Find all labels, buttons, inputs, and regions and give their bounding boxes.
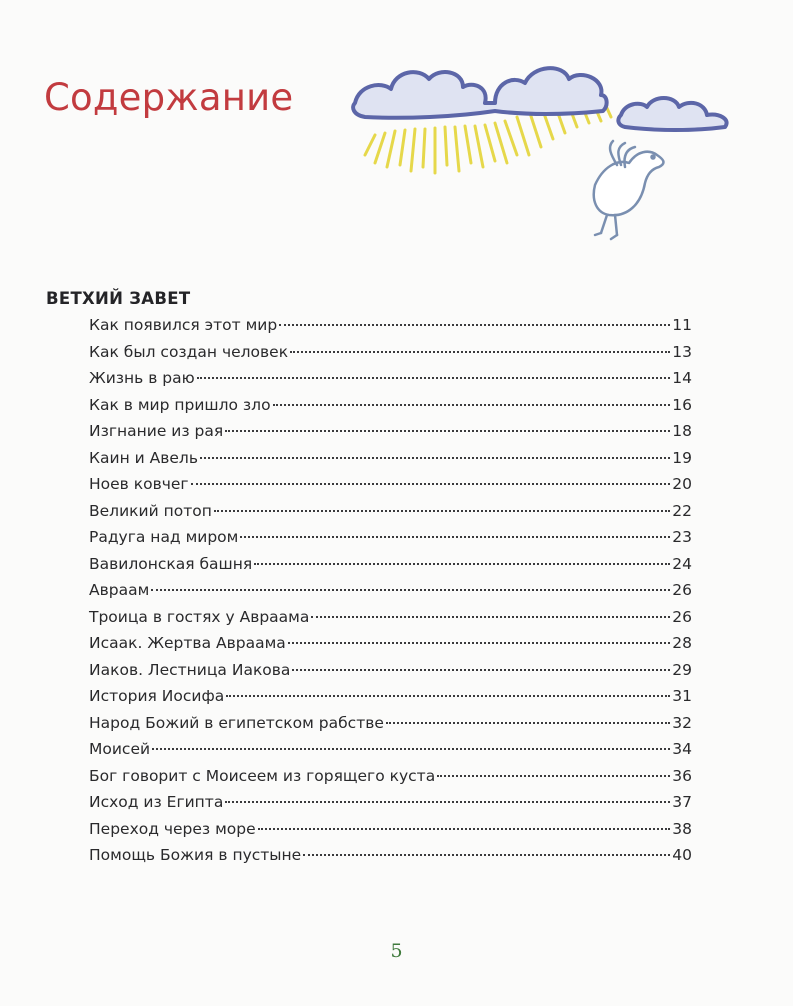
toc-entry-page: 26 [672, 607, 692, 626]
toc-entry[interactable] [89, 524, 692, 551]
dot-leader [288, 642, 671, 644]
toc-entry[interactable] [89, 365, 692, 392]
toc-entry-page: 37 [672, 793, 692, 811]
toc-entry[interactable] [89, 710, 692, 737]
toc-entry-title: Троица в гостях у Авраама [89, 607, 310, 626]
toc-entry[interactable] [89, 763, 692, 790]
toc-entry-page: 40 [672, 846, 692, 864]
dot-leader [152, 748, 670, 750]
toc-entry[interactable] [89, 418, 692, 445]
toc-entry[interactable] [89, 445, 692, 472]
toc-entry-page: 14 [672, 369, 692, 387]
toc-entry[interactable] [89, 604, 692, 631]
toc-entry-title: Великий потоп [89, 501, 212, 520]
toc-entry[interactable] [89, 789, 692, 816]
toc-entry-page: 38 [672, 819, 692, 838]
toc-entry-page: 13 [672, 342, 692, 361]
dot-leader [437, 775, 670, 777]
toc-entry-page: 24 [672, 554, 692, 573]
toc-entry[interactable] [89, 736, 692, 763]
toc-entry-title: Исход из Египта [89, 793, 224, 811]
toc-entry[interactable] [89, 551, 692, 578]
page-title: Содержание [44, 76, 294, 119]
toc-entry-title: Вавилонская башня [89, 554, 253, 573]
toc-entry-title: Как в мир пришло зло [89, 395, 271, 414]
toc-entry-page: 20 [672, 475, 692, 493]
dot-leader [240, 536, 670, 538]
toc-entry-title: Иаков. Лестница Иакова [89, 660, 291, 679]
toc-entry-page: 26 [672, 581, 692, 599]
toc-entry-title: Каин и Авель [89, 448, 198, 467]
toc-entry-page: 32 [672, 713, 692, 732]
toc-entry-title: Как появился этот мир [89, 316, 278, 334]
dot-leader [279, 324, 670, 326]
toc-entry-title: Радуга над миром [89, 528, 239, 546]
toc-entry-title: Как был создан человек [89, 342, 289, 361]
dot-leader [225, 430, 670, 432]
toc-entry-page: 31 [672, 687, 692, 705]
toc-entry-title: Изгнание из рая [89, 422, 224, 440]
dot-leader [226, 695, 670, 697]
dot-leader [303, 854, 670, 856]
dot-leader [273, 404, 671, 406]
toc-entry-page: 11 [672, 316, 692, 334]
section-heading: ВЕТХИЙ ЗАВЕТ [46, 289, 191, 308]
toc-entry[interactable] [89, 842, 692, 869]
page-number: 5 [390, 940, 403, 962]
toc-entry-page: 19 [672, 448, 692, 467]
dot-leader [290, 351, 670, 353]
toc-entry-page: 36 [672, 766, 692, 785]
toc-entry-title: Авраам [89, 581, 150, 599]
toc-entry[interactable] [89, 577, 692, 604]
toc-entry-title: Исаак. Жертва Авраама [89, 634, 286, 652]
toc-entry-title: Бог говорит с Моисеем из горящего куста [89, 766, 436, 785]
toc-entry-page: 28 [672, 634, 692, 652]
toc-entry-title: Моисей [89, 740, 151, 758]
toc-entry-page: 29 [672, 660, 692, 679]
toc-entry[interactable] [89, 816, 692, 843]
dot-leader [197, 377, 671, 379]
table-of-contents [89, 312, 692, 869]
dot-leader [311, 616, 670, 618]
toc-entry[interactable] [89, 683, 692, 710]
dot-leader [214, 510, 670, 512]
toc-entry-title: История Иосифа [89, 687, 225, 705]
toc-entry-page: 23 [672, 528, 692, 546]
dot-leader [200, 457, 670, 459]
toc-entry[interactable] [89, 657, 692, 684]
dot-leader [151, 589, 670, 591]
toc-entry[interactable] [89, 339, 692, 366]
illustration [345, 55, 745, 255]
dot-leader [258, 828, 671, 830]
toc-entry[interactable] [89, 471, 692, 498]
clouds-icon [353, 68, 726, 130]
toc-entry-page: 34 [672, 740, 692, 758]
toc-entry-page: 22 [672, 501, 692, 520]
toc-entry-title: Народ Божий в египетском рабстве [89, 713, 384, 732]
toc-entry[interactable] [89, 392, 692, 419]
toc-entry[interactable] [89, 312, 692, 339]
toc-entry-title: Ноев ковчег [89, 475, 189, 493]
dot-leader [254, 563, 670, 565]
toc-entry-page: 18 [672, 422, 692, 440]
dot-leader [191, 483, 671, 485]
toc-entry-title: Жизнь в раю [89, 369, 195, 387]
toc-entry-page: 16 [672, 395, 692, 414]
toc-entry-title: Помощь Божия в пустыне [89, 846, 302, 864]
toc-entry[interactable] [89, 498, 692, 525]
toc-entry-title: Переход через море [89, 819, 256, 838]
dot-leader [292, 669, 670, 671]
toc-entry[interactable] [89, 630, 692, 657]
dot-leader [386, 722, 670, 724]
dove-icon [594, 141, 664, 239]
dot-leader [225, 801, 670, 803]
